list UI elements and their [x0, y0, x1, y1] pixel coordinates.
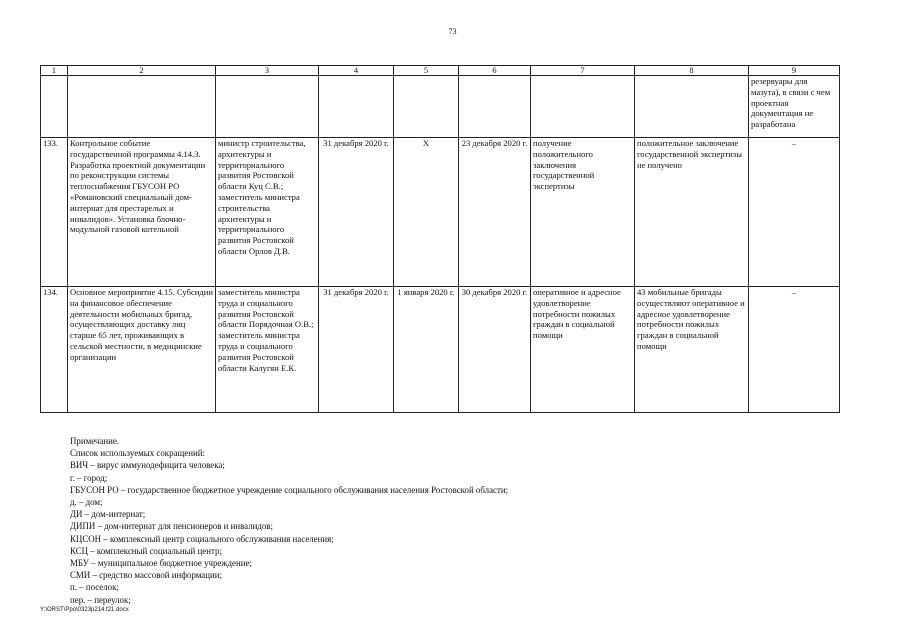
notes-line: д. – дом;	[70, 497, 103, 508]
expected-result-cell: получение положительного заключения государственной экспертизы	[531, 138, 635, 287]
notes-line: п. – поселок;	[70, 582, 119, 593]
page-number: 73	[448, 27, 457, 36]
row-number: 134.	[41, 287, 68, 413]
start-date-cell: 1 января 2020 г.	[394, 287, 459, 413]
notes-line: Примечание.	[70, 436, 119, 446]
header-cell: 5	[394, 66, 459, 76]
row-number: 133.	[41, 138, 68, 287]
report-table	[40, 65, 840, 413]
table-header-row	[41, 66, 840, 76]
notes-line: МБУ – муниципальное бюджетное учреждение;	[70, 558, 252, 569]
expected-result-cell: оперативное и адресное удовлетворение потребности пожилых граждан в социальной помощи	[531, 287, 635, 413]
abbreviations-notes	[70, 435, 508, 606]
event-name-cell: Контрольное событие государственной программы 4.14.3. Разработка проектной документации по реконструкции системы теплоснабжения ГБУСОН РО «Романовский специальный дом-интернат для престарелых и инвалидов». Установка блочно-модульной газовой котельной	[68, 138, 216, 287]
header-cell: 4	[319, 66, 394, 76]
notes-line: КЦСОН – комплексный центр социального обслуживания населения;	[70, 533, 334, 544]
event-name-cell: Основное мероприятие 4.15. Субсидии на финансовое обеспечение деятельности мобильных бригад, осуществляющих доставку лиц старше 65 лет, проживающих в сельской местности, в медицинские организации	[68, 287, 216, 413]
header-cell: 9	[749, 66, 840, 76]
responsible-cell: министр строительства, архитектуры и территориального развития Ростовской области Куц С.В.; заместитель министра строительства архитектуры и территориального развития Ростовской области Орлов Д.В.	[216, 138, 319, 287]
end-date-cell: 30 декабря 2020 г.	[459, 287, 531, 413]
start-date-cell: X	[394, 138, 459, 287]
actual-result-cell: 43 мобильные бригады осуществляют оперативное и адресное удовлетворение потребности пожилых граждан в социальной помощи	[635, 287, 749, 413]
end-date-cell: 23 декабря 2020 г.	[459, 138, 531, 287]
header-cell: 8	[635, 66, 749, 76]
table-row	[41, 138, 840, 287]
plan-date-cell: 31 декабря 2020 г.	[319, 138, 394, 287]
notes-line: ВИЧ – вирус иммунодефицита человека;	[70, 460, 225, 471]
header-cell: 1	[41, 66, 68, 76]
notes-line: пер. – переулок;	[70, 594, 131, 605]
note-cell: –	[749, 287, 840, 413]
notes-line: СМИ – средство массовой информации;	[70, 570, 222, 581]
notes-line: г. – город;	[70, 472, 108, 483]
notes-line: ГБУСОН РО – государственное бюджетное учреждение социального обслуживания населения Ростовской области;	[70, 484, 509, 495]
notes-line: Список используемых сокращений:	[70, 448, 205, 459]
continuation-note-cell: резервуары для мазута), в связи с чем проектная документация не разработана	[749, 76, 840, 138]
responsible-cell: заместитель министра труда и социального развития Ростовской области Порядочная О.В.; заместитель министра труда и социального развития Ростовской области Калугян Е.К.	[216, 287, 319, 413]
actual-result-cell: положительное заключение государственной экспертизы не получено	[635, 138, 749, 287]
notes-line: ДИ – дом-интернат;	[70, 509, 146, 520]
table-row-continuation	[41, 76, 840, 138]
header-cell: 6	[459, 66, 531, 76]
header-cell: 2	[68, 66, 216, 76]
header-cell: 3	[216, 66, 319, 76]
table-row	[41, 287, 840, 413]
note-cell: –	[749, 138, 840, 287]
file-path-footer: Y:\ORST\Ppo\0323p214.f21.docx	[40, 607, 129, 613]
header-cell: 7	[531, 66, 635, 76]
notes-line: КСЦ – комплексный социальный центр;	[70, 545, 222, 556]
notes-line: ДИПИ – дом-интернат для пенсионеров и инвалидов;	[70, 521, 273, 532]
plan-date-cell: 31 декабря 2020 г.	[319, 287, 394, 413]
